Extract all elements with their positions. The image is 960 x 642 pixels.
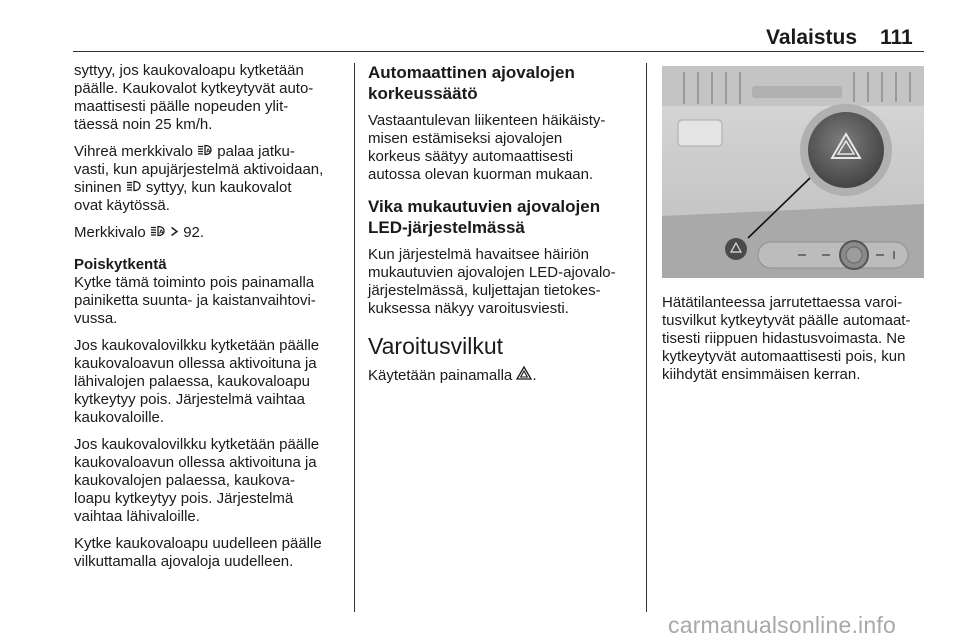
- subheading: Poiskytkentä: [74, 256, 167, 273]
- column-divider: [354, 63, 355, 612]
- paragraph: Jos kaukovalovilkku kytketään päälle kaukovaloavun ollessa aktivoituna ja lähivalojen palaessa, kaukovaloapu kytkeytyy pois. Järjestelmä vaihtaa kaukovaloille.: [74, 337, 320, 426]
- left-column: [74, 62, 350, 580]
- watermark: carmanualsonline.info: [668, 612, 896, 638]
- page-number: 111: [880, 26, 913, 49]
- heading-auto-leveling: Automaattinen ajovalojen korkeussäätö: [368, 63, 575, 103]
- column-divider: [646, 63, 647, 612]
- paragraph: Vihreä merkkivalo A palaa jatku- vasti, kun apujärjestelmä aktivoidaan, sininen syttyy, kun kaukovalot ovat käytössä.: [74, 143, 324, 214]
- page-header: [0, 0, 960, 60]
- paragraph: Kytke kaukovaloapu uudelleen päälle vilkuttamalla ajovaloja uudelleen.: [74, 535, 322, 570]
- hazard-switch-photo: [662, 66, 924, 278]
- paragraph: Poiskytkentä Kytke tämä toiminto pois painamalla painiketta suunta- ja kaistanvaihtovi- vussa.: [74, 256, 350, 328]
- paragraph: Käytetään painamalla .: [368, 367, 537, 384]
- header-rule: [73, 51, 924, 52]
- section-title: Valaistus: [766, 26, 858, 49]
- high-beam-icon: [126, 179, 142, 197]
- heading-led-fault: Vika mukautuvien ajovalojen LED-järjestelmässä: [368, 197, 601, 237]
- middle-column: [368, 62, 642, 394]
- hazard-warning-icon: [516, 366, 532, 385]
- high-beam-assist-icon: [197, 143, 213, 161]
- heading-hazard-lights: Varoitusvilkut: [368, 333, 504, 359]
- svg-text:A: A: [158, 229, 164, 236]
- paragraph: Jos kaukovalovilkku kytketään päälle kaukovaloavun ollessa aktivoituna ja kaukovalojen palaessa, kaukova- loapu kytkeytyy pois. Järjestelmä vaihtaa lähivaloille.: [74, 436, 320, 525]
- paragraph: syttyy, jos kaukovaloapu kytketään päälle. Kaukovalot kytkeytyvät auto- maattisesti päälle nopeuden ylit- täessä noin 25 km/h.: [74, 62, 314, 133]
- page-reference-icon[interactable]: [170, 224, 179, 242]
- high-beam-assist-icon: [150, 224, 166, 242]
- paragraph: Kun järjestelmä havaitsee häiriön mukautuvien ajovalojen LED-ajovalo- järjestelmässä, kuljettajan tietokes- kuksessa näkyy varoitusviesti.: [368, 246, 616, 317]
- page-reference-link[interactable]: 92.: [183, 224, 205, 241]
- paragraph: Merkkivalo A 92.: [74, 224, 205, 241]
- paragraph: Vastaantulevan liikenteen häikäisty- misen estämiseksi ajovalojen korkeus säätyy automaattisesti autossa olevan kuorman mukaan.: [368, 112, 606, 183]
- svg-text:A: A: [206, 148, 211, 155]
- figure-caption: Hätätilanteessa jarrutettaessa varoi- tusvilkut kytkeytyvät päälle automaat- tisesti riippuen hidastusvoimasta. Ne kytkeytyvät automaattisesti pois, kun kiihdytät ensimmäisen kerran.: [662, 294, 911, 383]
